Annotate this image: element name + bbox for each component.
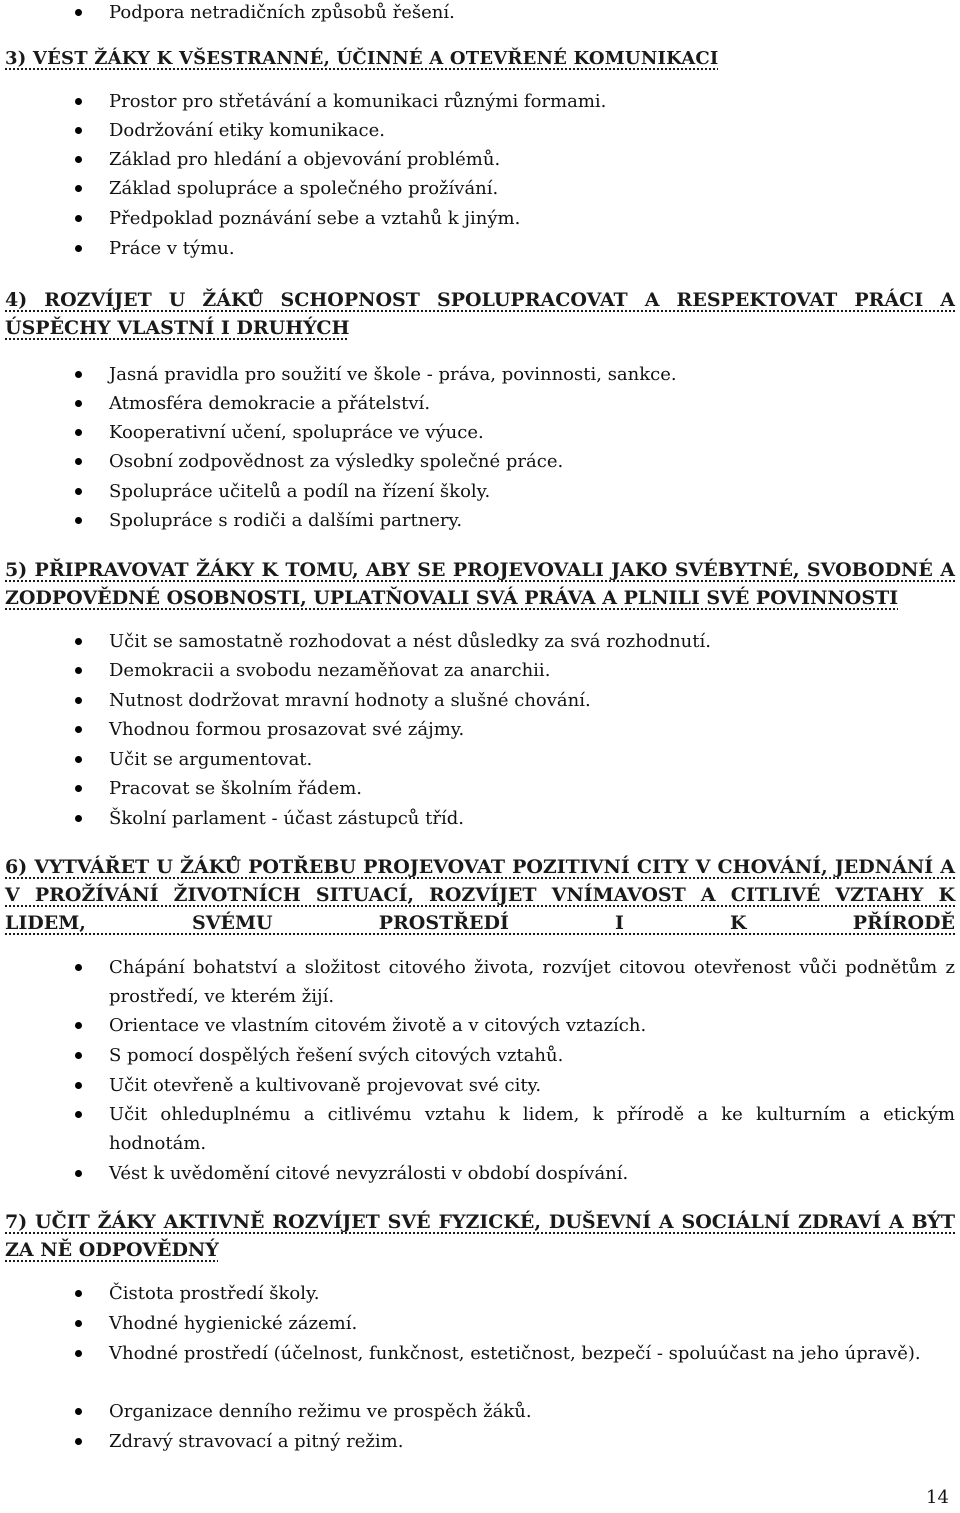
list-item: Učit ohleduplnému a citlivému vztahu k lidem, k přírodě a ke kulturním a etickým hodnotám.	[109, 1100, 955, 1158]
list-item: Předpoklad poznávání sebe a vztahů k jiným.	[109, 204, 955, 233]
list-item: Učit se samostatně rozhodovat a nést důsledky za svá rozhodnutí.	[109, 627, 955, 656]
list-item: Dodržování etiky komunikace.	[109, 116, 955, 145]
list-item: Osobní zodpovědnost za výsledky společné práce.	[109, 447, 955, 476]
list-item: Školní parlament - účast zástupců tříd.	[109, 804, 955, 833]
list-item: Atmosféra demokracie a přátelství.	[109, 389, 955, 418]
list-item: Spolupráce s rodiči a dalšími partnery.	[109, 506, 955, 535]
list-item: S pomocí dospělých řešení svých citových vztahů.	[109, 1041, 955, 1070]
list-item: Učit otevřeně a kultivovaně projevovat své city.	[109, 1071, 955, 1100]
list-item: Vhodné hygienické zázemí.	[109, 1309, 955, 1338]
list-item: Spolupráce učitelů a podíl na řízení školy.	[109, 477, 955, 506]
section-4-heading: 4) ROZVÍJET U ŽÁKŮ SCHOPNOST SPOLUPRACOVAT A RESPEKTOVAT PRÁCI A ÚSPĚCHY VLASTNÍ I DRUHÝCH	[5, 289, 955, 339]
section-3-heading: 3) VÉST ŽÁKY K VŠESTRANNÉ, ÚČINNÉ A OTEVŘENÉ KOMUNIKACI	[5, 48, 719, 69]
list-item: Kooperativní učení, spolupráce ve výuce.	[109, 418, 955, 447]
list-item: Učit se argumentovat.	[109, 745, 955, 774]
section-7-heading: 7) UČIT ŽÁKY AKTIVNĚ ROZVÍJET SVÉ FYZICKÉ, DUŠEVNÍ A SOCIÁLNÍ ZDRAVÍ A BÝT ZA NĚ ODPOVĚDNÝ	[5, 1211, 955, 1261]
list-item: Jasná pravidla pro soužití ve škole - práva, povinnosti, sankce.	[109, 360, 955, 389]
list-item: Vhodné prostředí (účelnost, funkčnost, estetičnost, bezpečí - spoluúčast na jeho úpravě).	[109, 1339, 955, 1368]
section-5-heading: 5) PŘIPRAVOVAT ŽÁKY K TOMU, ABY SE PROJEVOVALI JAKO SVÉBYTNÉ, SVOBODNÉ A ZODPOVĚDNÉ OSOBNOSTI, UPLATŇOVALI SVÁ PRÁVA A PLNILI SVÉ POVINNOSTI	[5, 559, 955, 609]
list-item: Práce v týmu.	[109, 234, 955, 263]
list-item: Orientace ve vlastním citovém životě a v citových vztazích.	[109, 1011, 955, 1040]
list-item: Podpora netradičních způsobů řešení.	[109, 0, 955, 27]
list-item: Čistota prostředí školy.	[109, 1279, 955, 1308]
list-item: Základ spolupráce a společného prožívání.	[109, 174, 955, 203]
section-6-heading: 6) VYTVÁŘET U ŽÁKŮ POTŘEBU PROJEVOVAT POZITIVNÍ CITY V CHOVÁNÍ, JEDNÁNÍ A V PROŽÍVÁNÍ ŽIVOTNÍCH SITUACÍ, ROZVÍJET VNÍMAVOST A CITLIVÉ VZTAHY K LIDEM, SVÉMU PROSTŘEDÍ I K PŘÍRODĚ	[5, 856, 955, 934]
list-item: Zdravý stravovací a pitný režim.	[109, 1427, 955, 1456]
page-number: 14	[926, 1487, 949, 1508]
list-item: Demokracii a svobodu nezaměňovat za anarchii.	[109, 656, 955, 685]
list-item: Základ pro hledání a objevování problémů.	[109, 145, 955, 174]
list-item: Chápání bohatství a složitost citového života, rozvíjet citovou otevřenost vůči podnětům z prostředí, ve kterém žijí.	[109, 953, 955, 1011]
list-item: Prostor pro střetávání a komunikaci různými formami.	[109, 87, 955, 116]
list-item: Organizace denního režimu ve prospěch žáků.	[109, 1397, 955, 1426]
list-item: Vhodnou formou prosazovat své zájmy.	[109, 715, 955, 744]
list-item: Vést k uvědomění citové nevyzrálosti v období dospívání.	[109, 1159, 955, 1188]
list-item: Pracovat se školním řádem.	[109, 774, 955, 803]
list-item: Nutnost dodržovat mravní hodnoty a slušné chování.	[109, 686, 955, 715]
